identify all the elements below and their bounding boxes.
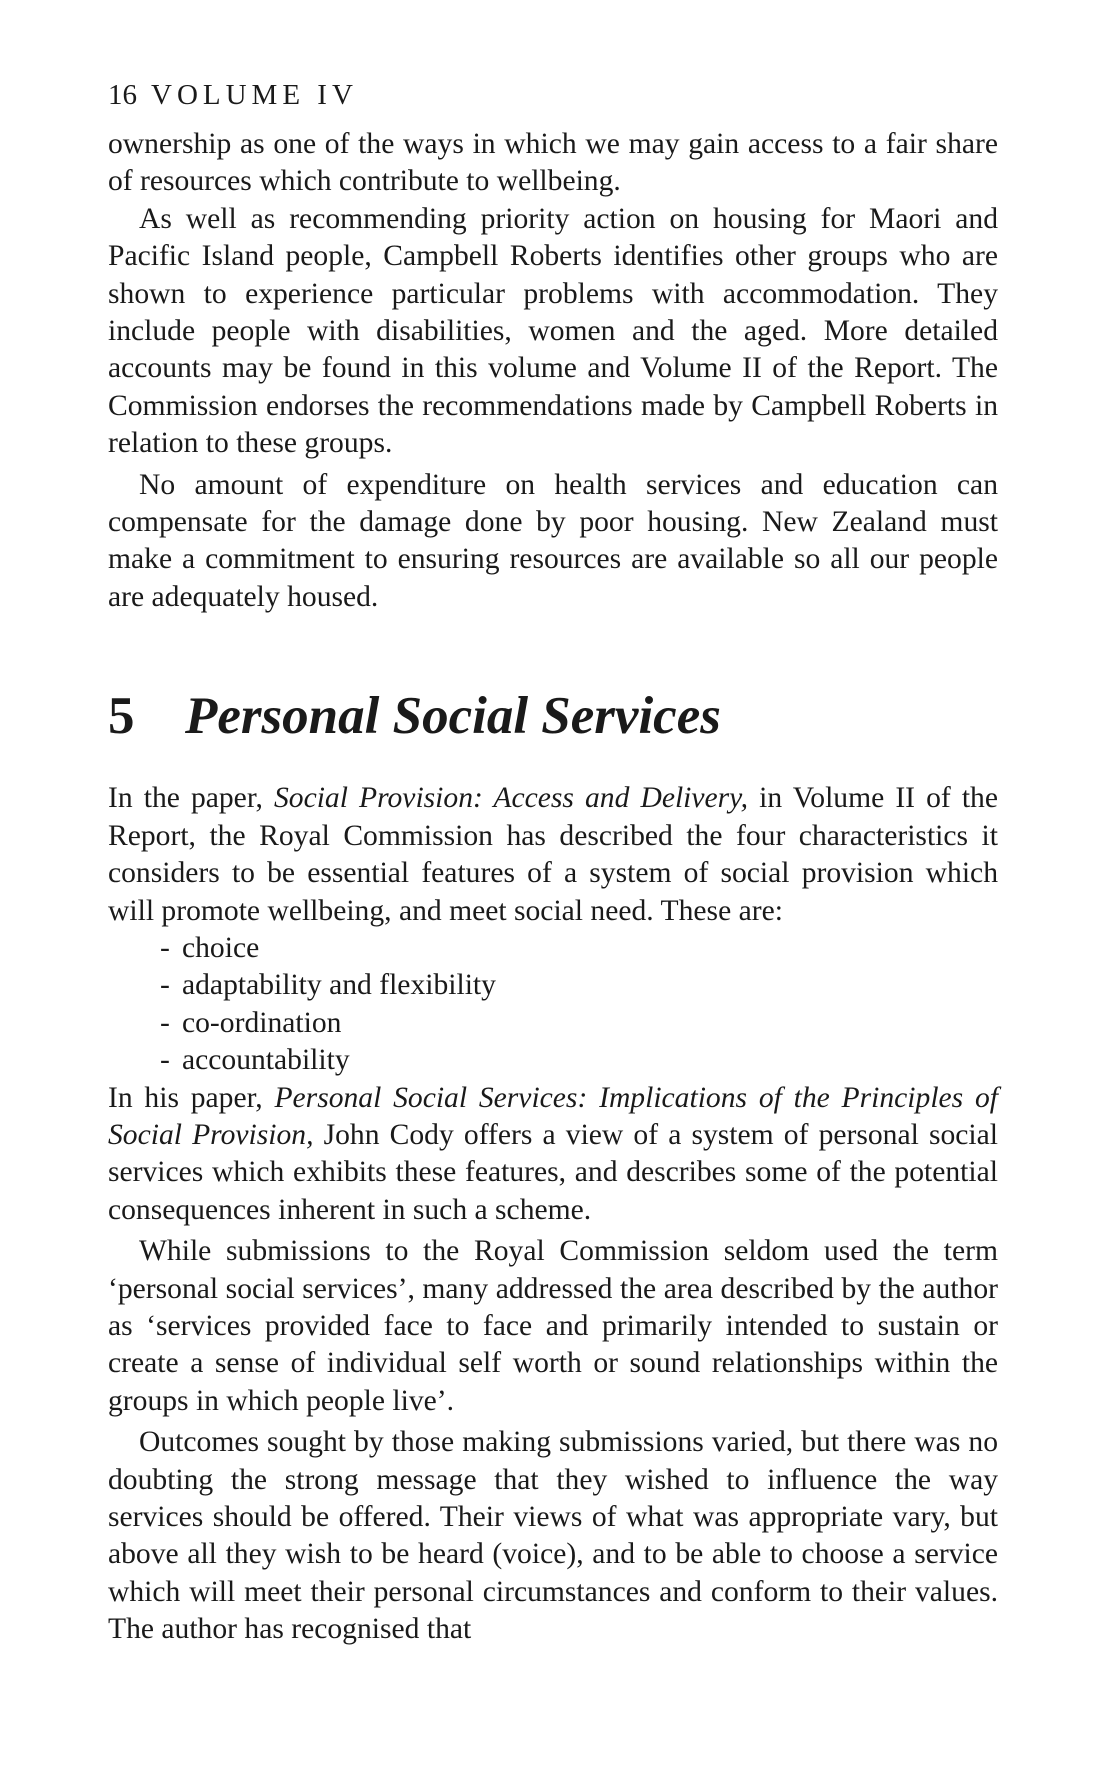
- chapter-heading: [108, 686, 998, 746]
- list-item-text: accountability: [182, 1044, 350, 1077]
- list-item: - adaptability and flexibility: [160, 969, 496, 1002]
- paragraph-housing-commitment: No amount of expenditure on health services and education can compensate for the damage done by poor housing. New Zealand must make a commitment to ensuring resources are available so all our people are adequately housed.: [108, 468, 998, 613]
- list-item-text: adaptability and flexibility: [182, 969, 496, 1002]
- list-item: - accountability: [160, 1044, 350, 1077]
- paragraph-cody: [108, 1080, 998, 1230]
- cody-text-before: In his paper,: [108, 1081, 275, 1114]
- paragraph-intro: [108, 780, 998, 930]
- list-item-text: co-ordination: [182, 1006, 342, 1039]
- page-number: 16: [108, 79, 137, 111]
- list-item-text: choice: [182, 931, 260, 964]
- paragraph-continued: ownership as one of the ways in which we may gain access to a fair share of resources which contribute to wellbeing.: [108, 128, 998, 198]
- cody-paper-title: Personal Social Services: Implications of the Principles of Social Provision,: [108, 1081, 998, 1151]
- cody-text-after: John Cody offers a view of a system of personal social services which exhibits these features, and describes some of the potential consequences inherent in such a scheme.: [108, 1118, 998, 1226]
- paragraph-outcomes: Outcomes sought by those making submissions varied, but there was no doubting the strong message that they wished to influence the way services should be offered. Their views of what was appropriate vary, but above all they wish to be heard (voice), and to be able to choose a service which will meet their personal circumstances and conform to their values. The author has recognised that: [108, 1426, 998, 1646]
- chapter-title: Personal Social Services: [185, 687, 721, 746]
- intro-paper-title: Social Provision: Access and Delivery,: [273, 782, 749, 815]
- paragraph-housing-groups: As well as recommending priority action on housing for Maori and Pacific Island people, Campbell Roberts identifies other groups who are shown to experience particular problems with accommodation. They include people with disabilities, women and the aged. More detailed accounts may be found in this volume and Volume II of the Report. The Commission endorses the recommendations made by Campbell Roberts in relation to these groups.: [108, 202, 998, 460]
- running-header: [108, 78, 998, 112]
- volume-label: VOLUME IV: [151, 79, 358, 111]
- list-item: - choice: [160, 931, 260, 964]
- features-list: [108, 930, 998, 1080]
- intro-text-after: in Volume II of the Report, the Royal Commission has described the four characteristics it considers to be essential features of a system of social provision which will promote wellbeing, and meet social need. These are:: [108, 782, 998, 927]
- paragraph-submissions: While submissions to the Royal Commission seldom used the term ‘personal social services’, many addressed the area described by the author as ‘services provided face to face and primarily intended to sustain or create a sense of individual self worth or sound relationships within the groups in which people live’.: [108, 1235, 998, 1417]
- chapter-number: 5: [108, 687, 135, 746]
- list-item: - co-ordination: [160, 1006, 342, 1039]
- document-page: [108, 78, 998, 1649]
- intro-text-before: In the paper,: [108, 782, 274, 815]
